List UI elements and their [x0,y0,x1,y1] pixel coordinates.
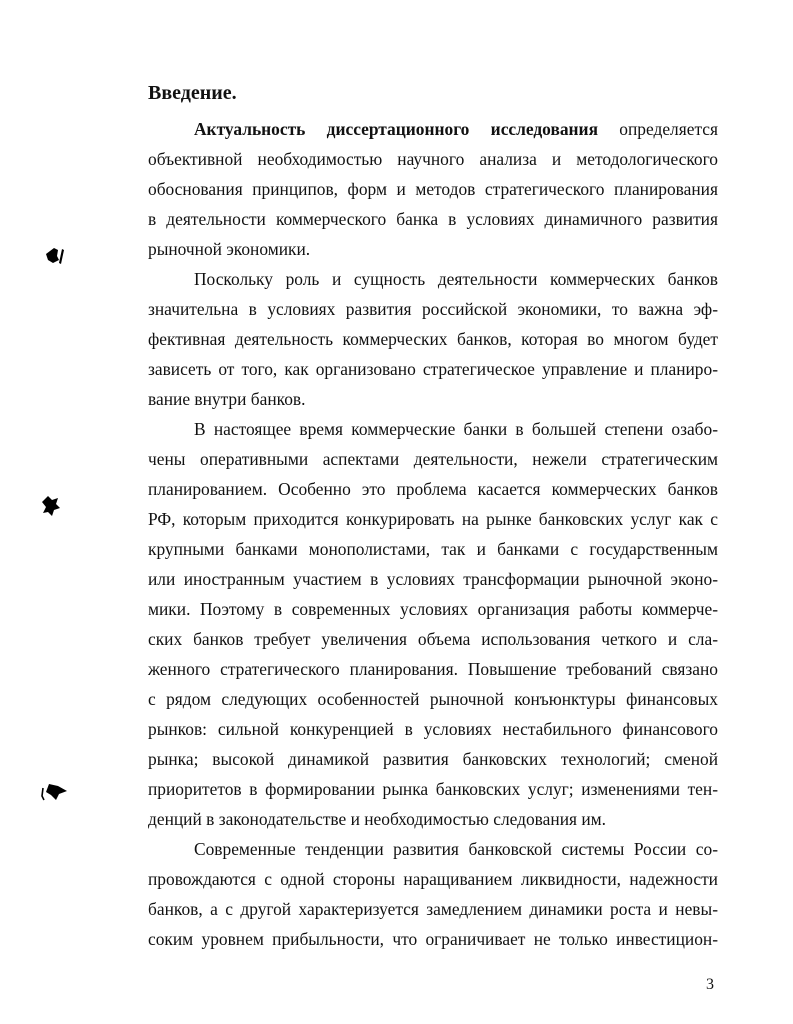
text-line: денций в законодательстве и необходимостью следования им. [148,809,607,829]
text-line: Современные тенденции развития банковской системы России со- [194,839,718,859]
text-line: планированием. Особенно это проблема касается коммерческих банков [148,479,718,499]
text-line: крупными банками монополистами, так и банками с государственным [148,539,718,559]
text-line: соким уровнем прибыльности, что ограничивает не только инвестицион- [148,929,718,949]
text-line: вание внутри банков. [148,389,306,409]
text-line: обоснования принципов, форм и методов стратегического планирования [148,179,718,199]
paragraph-relevance [148,114,718,264]
text-line: объективной необходимостью научного анализа и методологического [148,149,718,169]
text-line: в деятельности коммерческого банка в условиях динамичного развития [148,209,718,229]
text-line: ских банков требует увеличения объема использования четкого и сла- [148,629,718,649]
binding-hole-mark-icon [44,244,68,268]
paragraph-role [148,264,718,414]
text-line: значительна в условиях развития российской экономики, то важна эф- [148,299,718,319]
text-line: рыночной экономики. [148,239,311,259]
text-line: или иностранным участием в условиях трансформации рыночной эконо- [148,569,718,589]
text-line: мики. Поэтому в современных условиях организация работы коммерче- [148,599,718,619]
section-heading: Введение. [148,82,237,104]
text-line: РФ, которым приходится конкурировать на рынке банковских услуг как с [148,509,718,529]
text-line: Поскольку роль и сущность деятельности коммерческих банков [194,269,718,289]
text-line: В настоящее время коммерческие банки в большей степени озабо- [194,419,718,439]
text-line: чены оперативными аспектами деятельности, нежели стратегическим [148,449,718,469]
binding-hole-mark-icon [40,780,70,806]
text-line: приоритетов в формировании рынка банковских услуг; изменениями тен- [148,779,718,799]
text-line: фективная деятельность коммерческих банков, которая во многом будет [148,329,718,349]
line-text: определяется [597,119,718,139]
text-line [148,114,718,144]
bold-lead: Актуальность диссертационного исследования [194,119,598,139]
text-line: с рядом следующих особенностей рыночной конъюнктуры финансовых [148,689,718,709]
text-line: рынка; высокой динамикой развития банковских технологий; сменой [148,749,718,769]
paragraph-current-state [148,414,718,834]
text-line: рынков: сильной конкуренцией в условиях нестабильного финансового [148,719,718,739]
page-number: 3 [706,976,714,993]
text-line: зависеть от того, как организовано стратегическое управление и планиро- [148,359,718,379]
text-line: женного стратегического планирования. Повышение требований связано [148,659,718,679]
text-line: банков, а с другой характеризуется замедлением динамики роста и невы- [148,899,718,919]
paragraph-trends [148,834,718,954]
binding-hole-mark-icon [40,494,64,520]
text-line: провождаются с одной стороны наращиванием ликвидности, надежности [148,869,718,889]
